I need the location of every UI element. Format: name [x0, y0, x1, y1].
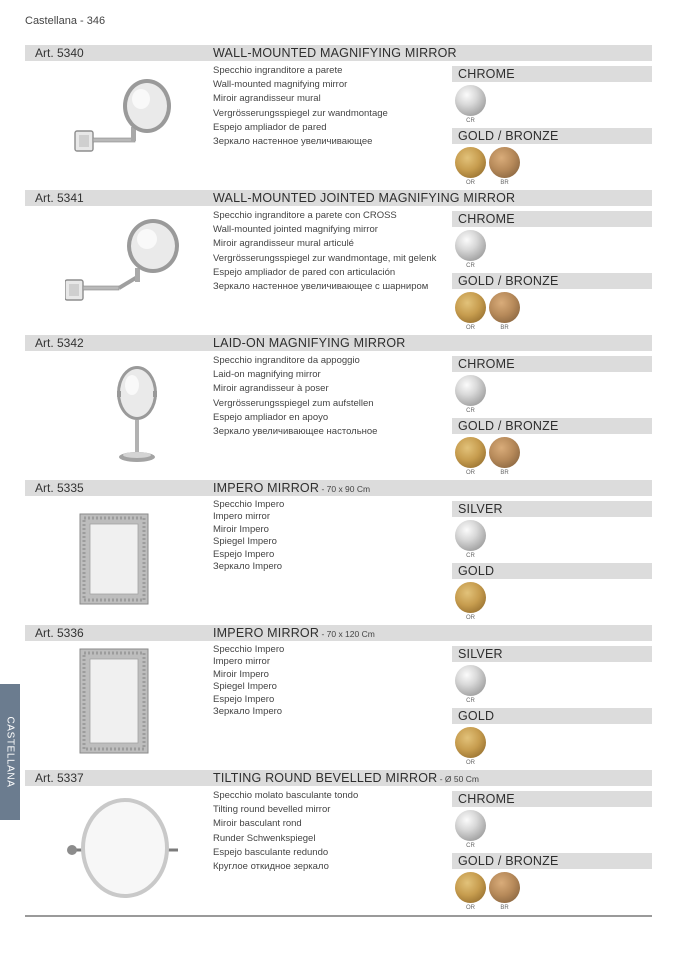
finish-code: BR	[500, 905, 509, 911]
wall-mounted-magnifying-mirror-image	[65, 71, 195, 176]
finish-group-label: GOLD / BRONZE	[452, 418, 652, 434]
name-de: Spiegel Impero	[213, 536, 277, 548]
finish-group-label: GOLD	[452, 708, 652, 724]
finish-code: OR	[466, 760, 475, 766]
product-5335	[25, 480, 652, 620]
impero-mirror-image	[65, 647, 195, 757]
name-fr: Miroir agrandisseur mural	[213, 93, 321, 105]
finish-group-label: GOLD / BRONZE	[452, 273, 652, 289]
name-ru: Зеркало увеличивающее настольное	[213, 426, 378, 438]
product-title-bar	[25, 625, 652, 641]
name-en: Tilting round bevelled mirror	[213, 804, 331, 816]
product-5341	[25, 190, 652, 330]
product-5337	[25, 770, 652, 910]
product-title	[213, 626, 375, 640]
name-ru: Зеркало Impero	[213, 561, 283, 573]
product-names	[213, 64, 388, 149]
gold-swatch-icon	[455, 582, 486, 613]
name-ru: Зеркало настенное увеличивающее с шарниром	[213, 281, 429, 293]
gold-swatch-icon	[455, 437, 486, 468]
name-it: Specchio ingranditore a parete	[213, 65, 343, 76]
product-title-text: IMPERO MIRROR	[213, 481, 320, 495]
name-it: Specchio Impero	[213, 499, 285, 510]
name-de: Vergrösserungsspiegel zur wandmontage, mit gelenk	[213, 252, 437, 264]
laid-on-magnifying-mirror-image	[65, 361, 195, 466]
finish-group-label: CHROME	[452, 66, 652, 82]
finish-code: OR	[466, 905, 475, 911]
product-title	[213, 481, 370, 495]
article-number: Art. 5341	[35, 191, 84, 205]
wall-mounted-jointed-magnifying-mirror-image	[65, 216, 195, 321]
finish-code: OR	[466, 180, 475, 186]
name-es: Espejo ampliador de pared	[213, 121, 327, 133]
product-title-bar	[25, 770, 652, 786]
finish-group-label: SILVER	[452, 501, 652, 517]
name-it: Specchio Impero	[213, 644, 285, 655]
bronze-swatch-icon	[489, 292, 520, 323]
impero-mirror-image	[65, 506, 195, 611]
product-names	[213, 354, 377, 439]
name-de: Vergrösserungsspiegel zum aufstellen	[213, 397, 374, 409]
chrome-swatch-icon	[455, 230, 486, 261]
finish-code: CR	[466, 263, 475, 269]
bronze-swatch-icon	[489, 437, 520, 468]
product-title-text: WALL-MOUNTED MAGNIFYING MIRROR	[213, 46, 457, 60]
name-en: Wall-mounted magnifying mirror	[213, 79, 348, 91]
name-it: Specchio molato basculante tondo	[213, 790, 359, 801]
product-title-bar	[25, 480, 652, 496]
name-fr: Miroir Impero	[213, 523, 269, 535]
product-title-text: TILTING ROUND BEVELLED MIRROR	[213, 771, 438, 785]
finish-group-label: CHROME	[452, 211, 652, 227]
gold-swatch-icon	[455, 147, 486, 178]
name-ru: Зеркало настенное увеличивающее	[213, 136, 373, 148]
finish-group-label: CHROME	[452, 356, 652, 372]
page-header: Castellana - 346	[25, 15, 106, 27]
article-number: Art. 5335	[35, 481, 84, 495]
chrome-swatch-icon	[455, 375, 486, 406]
name-en: Laid-on magnifying mirror	[213, 369, 321, 381]
name-es: Espejo Impero	[213, 693, 275, 705]
product-names	[213, 644, 284, 718]
bronze-swatch-icon	[489, 872, 520, 903]
product-title-bar	[25, 190, 652, 206]
name-es: Espejo ampliador en apoyo	[213, 411, 329, 423]
name-de: Spiegel Impero	[213, 681, 277, 693]
name-de: Runder Schwenkspiegel	[213, 832, 316, 844]
name-es: Espejo ampliador de pared con articulación	[213, 266, 396, 278]
tilting-round-mirror-image	[55, 792, 195, 902]
name-ru: Зеркало Impero	[213, 706, 283, 718]
product-title	[213, 336, 406, 350]
product-title-text: IMPERO MIRROR	[213, 626, 320, 640]
name-ru: Круглое откидное зеркало	[213, 861, 329, 873]
side-tab	[0, 684, 20, 820]
product-names	[213, 789, 358, 874]
side-tab-label: CASTELLANA	[4, 716, 16, 788]
finish-code: CR	[466, 698, 475, 704]
silver-swatch-icon	[455, 665, 486, 696]
name-fr: Miroir agrandisseur à poser	[213, 383, 329, 395]
product-names	[213, 499, 284, 573]
name-it: Specchio ingranditore a parete con CROSS	[213, 210, 397, 221]
product-5342	[25, 335, 652, 475]
bronze-swatch-icon	[489, 147, 520, 178]
footer-divider	[25, 915, 652, 917]
name-fr: Miroir basculant rond	[213, 818, 302, 830]
product-title-text: LAID-ON MAGNIFYING MIRROR	[213, 336, 406, 350]
product-title	[213, 771, 479, 785]
finish-group-label: GOLD / BRONZE	[452, 853, 652, 869]
product-dimension: - 70 x 90 Cm	[319, 484, 371, 494]
finish-group-label: CHROME	[452, 791, 652, 807]
product-title	[213, 46, 457, 60]
article-number: Art. 5342	[35, 336, 84, 350]
gold-swatch-icon	[455, 872, 486, 903]
finish-code: CR	[466, 843, 475, 849]
product-dimension: - 70 x 120 Cm	[319, 629, 375, 639]
chrome-swatch-icon	[455, 85, 486, 116]
product-title-bar	[25, 45, 652, 61]
finish-code: BR	[500, 180, 509, 186]
gold-swatch-icon	[455, 727, 486, 758]
article-number: Art. 5336	[35, 626, 84, 640]
product-5336	[25, 625, 652, 765]
product-names	[213, 209, 436, 294]
name-es: Espejo basculante redundo	[213, 846, 329, 858]
finish-code: CR	[466, 118, 475, 124]
silver-swatch-icon	[455, 520, 486, 551]
name-fr: Miroir Impero	[213, 668, 269, 680]
finish-group-label: GOLD	[452, 563, 652, 579]
finish-group-label: SILVER	[452, 646, 652, 662]
finish-code: BR	[500, 325, 509, 331]
finish-code: OR	[466, 615, 475, 621]
finish-code: CR	[466, 408, 475, 414]
finish-code: OR	[466, 470, 475, 476]
article-number: Art. 5337	[35, 771, 84, 785]
name-es: Espejo Impero	[213, 548, 275, 560]
chrome-swatch-icon	[455, 810, 486, 841]
finish-code: BR	[500, 470, 509, 476]
name-en: Wall-mounted jointed magnifying mirror	[213, 224, 378, 236]
product-title-text: WALL-MOUNTED JOINTED MAGNIFYING MIRROR	[213, 191, 516, 205]
name-en: Impero mirror	[213, 656, 271, 668]
name-it: Specchio ingranditore da appoggio	[213, 355, 360, 366]
finish-code: OR	[466, 325, 475, 331]
name-en: Impero mirror	[213, 511, 271, 523]
finish-code: CR	[466, 553, 475, 559]
name-de: Vergrösserungsspiegel zur wandmontage	[213, 107, 388, 119]
gold-swatch-icon	[455, 292, 486, 323]
product-5340	[25, 45, 652, 185]
finish-group-label: GOLD / BRONZE	[452, 128, 652, 144]
article-number: Art. 5340	[35, 46, 84, 60]
product-title	[213, 191, 515, 205]
product-dimension: - Ø 50 Cm	[437, 774, 479, 784]
name-fr: Miroir agrandisseur mural articulé	[213, 238, 354, 250]
product-title-bar	[25, 335, 652, 351]
